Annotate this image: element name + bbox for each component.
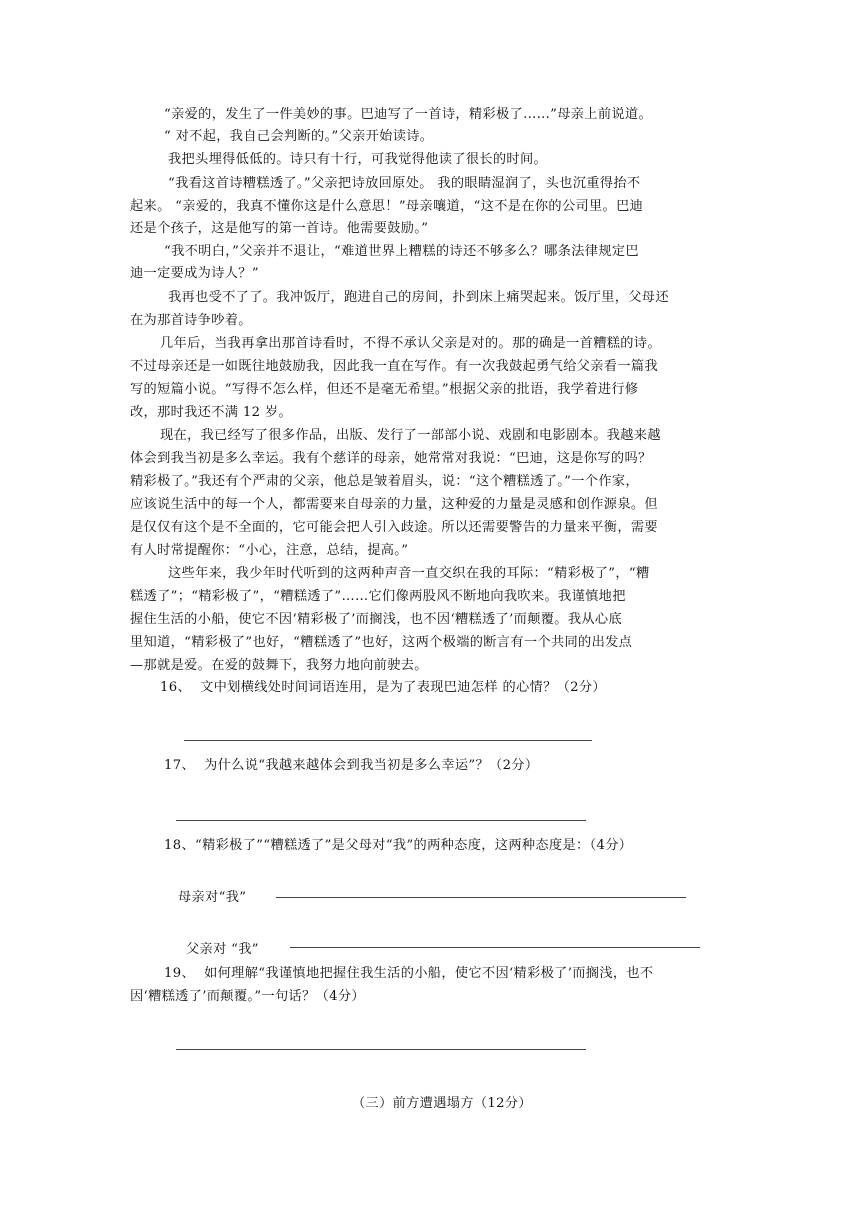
passage-line: 糕透了”；“精彩极了”，“糟糕透了”……它们像两股风不断地向我吹来。我谨慎地把	[130, 589, 626, 604]
question-18-father-label: 父亲对 “我”	[186, 942, 259, 957]
passage-line: 应该说生活中的每一个人，都需要来自母亲的力量，这种爱的力量是灵感和创作源泉。但	[130, 497, 658, 512]
passage-line: “我看这首诗糟糕透了。”父亲把诗放回原处。 我的眼睛湿润了，头也沉重得抬不	[168, 176, 641, 191]
passage-line: “ 对不起，我自己会判断的。”父亲开始读诗。	[164, 129, 434, 144]
question-18: 18、“精彩极了”“糟糕透了”是父母对“我”的两种态度，这两种态度是：（4分）	[164, 838, 633, 853]
passage-line: 我把头埋得低低的。诗只有十行，可我觉得他读了很长的时间。	[168, 152, 548, 167]
passage-line: 有人时常提醒你：“小心，注意，总结，提高。”	[130, 543, 409, 558]
passage-line: “亲爱的，发生了一件美妙的事。巴迪写了一首诗，精彩极了……”母亲上前说道。	[164, 107, 652, 122]
question-16: 16、 文中划横线处时间词语连用，是为了表现巴迪怎样 的心情？（2分）	[160, 680, 606, 695]
passage-line: 里知道，“精彩极了”也好，“糟糕透了”也好，这两个极端的断言有一个共同的出发点	[130, 635, 633, 650]
passage-line: 握住生活的小船，使它不因‘精彩极了’而搁浅，也不因‘糟糕透了’而颠覆。我从心底	[130, 612, 622, 627]
passage-line: —那就是爱。在爱的鼓舞下，我努力地向前驶去。	[130, 658, 428, 673]
section-title: （三）前方遭遇塌方（12分）	[352, 1096, 532, 1111]
answer-line-17[interactable]	[176, 820, 586, 821]
passage-line: 精彩极了。”我还有个严肃的父亲，他总是皱着眉头，说：“这个糟糕透了。”一个作家，	[130, 474, 639, 489]
answer-line-19[interactable]	[176, 1049, 586, 1050]
passage-line: 在为那首诗争吵着。	[130, 313, 252, 328]
question-19: 19、 如何理解“我谨慎地把握住我生活的小船，使它不因‘精彩极了’而搁浅，也不	[164, 966, 654, 981]
passage-line: 现在，我已经写了很多作品，出版、发行了一部部小说、戏剧和电影剧本。我越来越	[160, 428, 661, 443]
passage-line: 起来。 “亲爱的，我真不懂你这是什么意思！”母亲嚷道，“这不是在你的公司里。巴迪	[130, 199, 644, 214]
passage-line: 这些年来，我少年时代听到的这两种声音一直交织在我的耳际：“精彩极了”，“糟	[168, 566, 650, 581]
passage-line: 不过母亲还是一如既往地鼓励我，因此我一直在写作。有一次我鼓起勇气给父亲看一篇我	[130, 359, 658, 374]
passage-line: 体会到我当初是多么幸运。我有个慈详的母亲，她常常对我说：“巴迪，这是你写的吗？	[130, 451, 652, 466]
passage-line: 改，那时我还不满 12 岁。	[130, 405, 292, 420]
passage-line: 迪一定要成为诗人？”	[130, 266, 259, 281]
question-19-cont: 因‘糟糕透了’而颠覆。”一句话？（4分）	[130, 989, 365, 1004]
answer-line-18-mother[interactable]	[276, 897, 686, 898]
answer-line-18-father[interactable]	[290, 947, 700, 948]
passage-line: 几年后，当我再拿出那首诗看时，不得不承认父亲是对的。那的确是一首糟糕的诗。	[160, 336, 661, 351]
passage-line: 我再也受不了了。我冲饭厅，跑进自己的房间，扑到床上痛哭起来。饭厅里，父母还	[168, 290, 669, 305]
passage-line: 写的短篇小说。“写得不怎么样，但还不是毫无希望。”根据父亲的批语，我学着进行修	[130, 382, 639, 397]
passage-line: “我不明白，”父亲并不退让，“难道世界上糟糕的诗还不够多么？哪条法律规定巴	[164, 244, 639, 259]
passage-line: 还是个孩子，这是他写的第一首诗。他需要鼓励。”	[130, 221, 429, 236]
passage-line: 是仅仅有这个是不全面的，它可能会把人引入歧途。所以还需要警告的力量来平衡，需要	[130, 520, 658, 535]
question-17: 17、 为什么说“我越来越体会到我当初是多么幸运”？（2分）	[164, 758, 539, 773]
question-18-mother-label: 母亲对“我”	[178, 890, 247, 905]
answer-line-16[interactable]	[184, 740, 592, 741]
